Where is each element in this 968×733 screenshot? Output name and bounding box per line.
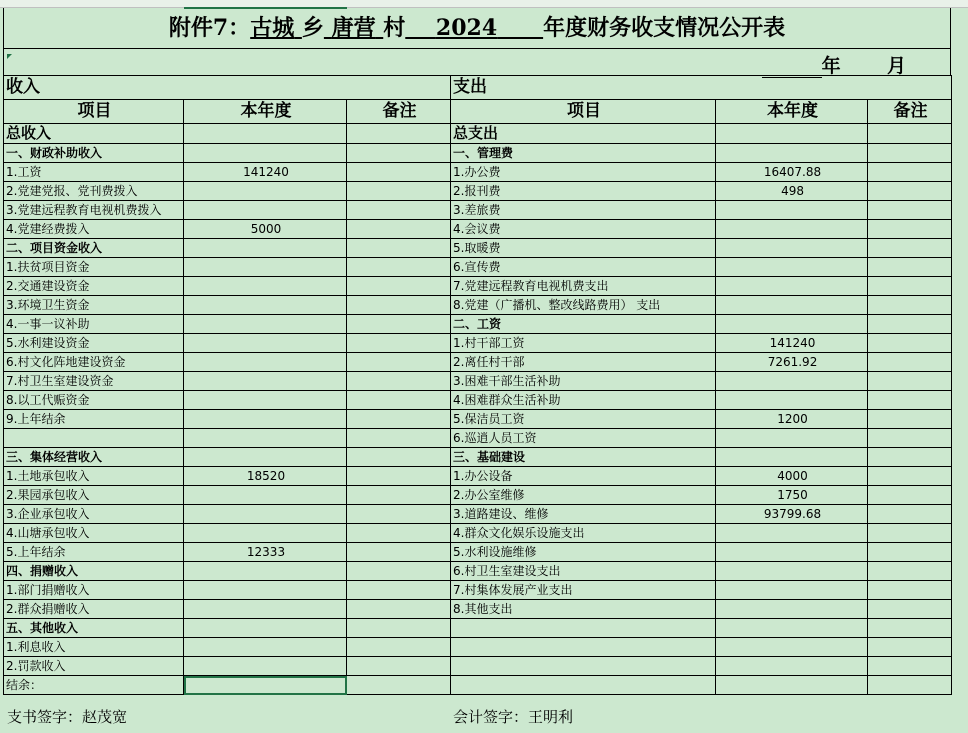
expense-note-cell[interactable] <box>868 619 952 638</box>
expense-item-cell[interactable]: 3.差旅费 <box>451 201 716 220</box>
expense-note-cell[interactable] <box>868 201 952 220</box>
income-item-cell[interactable]: 2.群众捐赠收入 <box>4 600 184 619</box>
title-village: 唐营 <box>331 15 376 41</box>
spreadsheet <box>3 8 951 695</box>
income-note-cell[interactable] <box>347 543 451 562</box>
expense-item-cell[interactable]: 5.取暖费 <box>451 239 716 258</box>
income-item-cell[interactable]: 5.上年结余 <box>4 543 184 562</box>
income-value-cell[interactable] <box>184 391 347 410</box>
table-row <box>4 239 952 258</box>
expense-value-cell[interactable] <box>716 638 868 657</box>
income-value-cell[interactable] <box>184 638 347 657</box>
expense-note-cell[interactable] <box>868 296 952 315</box>
expense-note-cell[interactable] <box>868 277 952 296</box>
income-note-cell[interactable] <box>347 638 451 657</box>
expense-note-cell[interactable] <box>868 391 952 410</box>
income-note-cell[interactable] <box>347 144 451 163</box>
expense-note-cell[interactable] <box>868 239 952 258</box>
balance-row <box>4 676 952 695</box>
income-item-cell[interactable]: 3.企业承包收入 <box>4 505 184 524</box>
expense-header-note[interactable]: 备注 <box>868 100 952 124</box>
expense-item-cell[interactable]: 5.水利设施维修 <box>451 543 716 562</box>
income-item-cell[interactable]: 四、捐赠收入 <box>4 562 184 581</box>
income-value-cell[interactable] <box>184 524 347 543</box>
income-note-cell[interactable] <box>347 505 451 524</box>
income-value-cell[interactable] <box>184 182 347 201</box>
expense-item-cell[interactable] <box>451 657 716 676</box>
expense-item-cell[interactable]: 6.宣传费 <box>451 258 716 277</box>
expense-value-cell[interactable] <box>716 429 868 448</box>
expense-value-cell[interactable] <box>716 562 868 581</box>
table-row <box>4 638 952 657</box>
header-row <box>4 100 952 124</box>
expense-item-cell[interactable]: 4.困难群众生活补助 <box>451 391 716 410</box>
income-header-item[interactable]: 项目 <box>4 100 184 124</box>
expense-note-cell[interactable] <box>868 410 952 429</box>
income-note-cell[interactable] <box>347 391 451 410</box>
income-item-cell[interactable]: 5.水利建设资金 <box>4 334 184 353</box>
table-row <box>4 144 952 163</box>
title-township: 古城 <box>250 15 295 41</box>
table-row <box>4 486 952 505</box>
income-note-cell[interactable] <box>347 619 451 638</box>
expense-note-cell[interactable] <box>868 258 952 277</box>
expense-item-cell[interactable] <box>451 619 716 638</box>
expense-item-cell[interactable]: 1.办公设备 <box>451 467 716 486</box>
table-row <box>4 163 952 182</box>
income-value-cell[interactable] <box>184 201 347 220</box>
expense-item-cell[interactable]: 一、管理费 <box>451 144 716 163</box>
expense-item-cell[interactable]: 3.道路建设、维修 <box>451 505 716 524</box>
table-row <box>4 657 952 676</box>
expense-value-cell[interactable] <box>716 201 868 220</box>
income-note-cell[interactable] <box>347 277 451 296</box>
expense-item-cell[interactable]: 8.党建（广播机、整改线路费用） 支出 <box>451 296 716 315</box>
income-item-cell[interactable]: 2.罚款收入 <box>4 657 184 676</box>
table-row <box>4 467 952 486</box>
income-value-cell[interactable]: 141240 <box>184 163 347 182</box>
table-row <box>4 543 952 562</box>
income-note-cell[interactable] <box>347 315 451 334</box>
expense-item-cell[interactable]: 三、基础建设 <box>451 448 716 467</box>
expense-value-cell[interactable] <box>716 581 868 600</box>
expense-note-cell[interactable] <box>868 581 952 600</box>
expense-item-cell[interactable]: 2.办公室维修 <box>451 486 716 505</box>
income-note-cell[interactable] <box>347 163 451 182</box>
income-item-cell[interactable]: 2.党建党报、党刊费拨入 <box>4 182 184 201</box>
income-value-cell[interactable] <box>184 296 347 315</box>
table-row <box>4 562 952 581</box>
month-label: 月 <box>886 55 906 77</box>
expense-note-cell[interactable] <box>868 182 952 201</box>
income-value-cell[interactable] <box>184 277 347 296</box>
income-note-cell[interactable] <box>347 600 451 619</box>
expense-item-cell[interactable]: 8.其他支出 <box>451 600 716 619</box>
expense-item-cell[interactable]: 2.报刊费 <box>451 182 716 201</box>
expense-header-year[interactable]: 本年度 <box>716 100 868 124</box>
expense-item-cell[interactable]: 4.会议费 <box>451 220 716 239</box>
income-note-cell[interactable] <box>347 372 451 391</box>
accountant-signature: 会计签字：王明利 <box>453 708 574 726</box>
expense-value-cell[interactable] <box>716 391 868 410</box>
table-row <box>4 182 952 201</box>
expense-total-note[interactable] <box>868 124 952 144</box>
table-row <box>4 391 952 410</box>
expense-note-cell[interactable] <box>868 334 952 353</box>
income-value-cell[interactable]: 18520 <box>184 467 347 486</box>
income-note-cell[interactable] <box>347 239 451 258</box>
table-row <box>4 296 952 315</box>
income-value-cell[interactable] <box>184 315 347 334</box>
expense-value-cell[interactable] <box>716 239 868 258</box>
expense-value-cell[interactable] <box>716 600 868 619</box>
expense-section-label[interactable]: 支出 <box>451 76 952 100</box>
page-title <box>3 8 951 48</box>
income-note-cell[interactable] <box>347 410 451 429</box>
expense-value-cell[interactable] <box>716 315 868 334</box>
expense-value-cell[interactable] <box>716 619 868 638</box>
income-value-cell[interactable] <box>184 448 347 467</box>
total-row <box>4 124 952 144</box>
expense-note-cell[interactable] <box>868 429 952 448</box>
balance-value-cell[interactable] <box>184 676 347 695</box>
column-header-strip <box>0 0 968 8</box>
expense-value-cell[interactable]: 16407.88 <box>716 163 868 182</box>
expense-note-cell[interactable] <box>868 220 952 239</box>
income-note-cell[interactable] <box>347 220 451 239</box>
expense-item-cell[interactable]: 1.村干部工资 <box>451 334 716 353</box>
table-row <box>4 277 952 296</box>
income-value-cell[interactable]: 5000 <box>184 220 347 239</box>
income-note-cell[interactable] <box>347 334 451 353</box>
income-item-cell[interactable]: 8.以工代赈资金 <box>4 391 184 410</box>
income-item-cell[interactable]: 2.果园承包收入 <box>4 486 184 505</box>
cell-comment-marker <box>7 54 12 59</box>
title-cun: 村 <box>383 15 406 41</box>
expense-note-cell[interactable] <box>868 524 952 543</box>
income-item-cell[interactable]: 三、集体经营收入 <box>4 448 184 467</box>
income-value-cell[interactable] <box>184 657 347 676</box>
expense-note-cell[interactable] <box>868 315 952 334</box>
income-note-cell[interactable] <box>347 296 451 315</box>
income-note-cell[interactable] <box>347 201 451 220</box>
expense-value-cell[interactable]: 141240 <box>716 334 868 353</box>
expense-note-cell[interactable] <box>868 144 952 163</box>
income-section-label[interactable]: 收入 <box>4 76 451 100</box>
expense-note-cell[interactable] <box>868 467 952 486</box>
table-row <box>4 315 952 334</box>
expense-note-cell[interactable] <box>868 562 952 581</box>
balance-note-cell[interactable] <box>347 676 451 695</box>
expense-note-cell[interactable] <box>868 163 952 182</box>
secretary-signature: 支书签字：赵茂宽 <box>7 708 128 726</box>
income-item-cell[interactable]: 3.环境卫生资金 <box>4 296 184 315</box>
expense-note-cell[interactable] <box>868 543 952 562</box>
income-item-cell[interactable]: 1.利息收入 <box>4 638 184 657</box>
expense-note-cell[interactable] <box>868 372 952 391</box>
table-row <box>4 600 952 619</box>
expense-item-cell[interactable]: 7.村集体发展产业支出 <box>451 581 716 600</box>
expense-value-cell[interactable] <box>716 448 868 467</box>
income-item-cell[interactable]: 1.工资 <box>4 163 184 182</box>
expense-value-cell[interactable]: 498 <box>716 182 868 201</box>
expense-item-cell[interactable] <box>451 676 716 695</box>
expense-note-cell[interactable] <box>868 600 952 619</box>
income-value-cell[interactable] <box>184 600 347 619</box>
table-row <box>4 201 952 220</box>
income-value-cell[interactable] <box>184 486 347 505</box>
income-item-cell[interactable]: 五、其他收入 <box>4 619 184 638</box>
expense-item-cell[interactable]: 2.离任村干部 <box>451 353 716 372</box>
title-prefix: 附件7： <box>168 15 251 41</box>
expense-value-cell[interactable] <box>716 296 868 315</box>
income-item-cell[interactable]: 6.村文化阵地建设资金 <box>4 353 184 372</box>
income-value-cell[interactable] <box>184 505 347 524</box>
income-note-cell[interactable] <box>347 581 451 600</box>
income-item-cell[interactable]: 7.村卫生室建设资金 <box>4 372 184 391</box>
expense-item-cell[interactable]: 7.党建远程教育电视机费支出 <box>451 277 716 296</box>
expense-item-cell[interactable] <box>451 638 716 657</box>
income-note-cell[interactable] <box>347 467 451 486</box>
income-item-cell[interactable]: 4.山塘承包收入 <box>4 524 184 543</box>
income-value-cell[interactable] <box>184 144 347 163</box>
expense-note-cell[interactable] <box>868 657 952 676</box>
finance-table <box>3 75 952 695</box>
income-total-value[interactable] <box>184 124 347 144</box>
income-note-cell[interactable] <box>347 448 451 467</box>
title-xiang: 乡 <box>301 15 324 41</box>
income-note-cell[interactable] <box>347 524 451 543</box>
income-item-cell[interactable]: 一、财政补助收入 <box>4 144 184 163</box>
expense-total-label[interactable]: 总支出 <box>451 124 716 144</box>
expense-value-cell[interactable] <box>716 258 868 277</box>
section-row <box>4 76 952 100</box>
income-item-cell[interactable] <box>4 429 184 448</box>
title-suffix: 年度财务收支情况公开表 <box>543 15 786 41</box>
expense-header-item[interactable]: 项目 <box>451 100 716 124</box>
expense-value-cell[interactable] <box>716 220 868 239</box>
expense-item-cell[interactable]: 6.村卫生室建设支出 <box>451 562 716 581</box>
income-item-cell[interactable]: 4.党建经费拨入 <box>4 220 184 239</box>
income-item-cell[interactable]: 3.党建远程教育电视机费拨入 <box>4 201 184 220</box>
expense-value-cell[interactable] <box>716 277 868 296</box>
table-row <box>4 619 952 638</box>
income-note-cell[interactable] <box>347 657 451 676</box>
table-row <box>4 220 952 239</box>
expense-value-cell[interactable] <box>716 657 868 676</box>
table-row <box>4 372 952 391</box>
income-note-cell[interactable] <box>347 486 451 505</box>
income-total-note[interactable] <box>347 124 451 144</box>
expense-value-cell[interactable] <box>716 372 868 391</box>
income-value-cell[interactable] <box>184 581 347 600</box>
table-row <box>4 334 952 353</box>
expense-note-cell[interactable] <box>868 486 952 505</box>
expense-total-value[interactable] <box>716 124 868 144</box>
income-note-cell[interactable] <box>347 429 451 448</box>
table-row <box>4 524 952 543</box>
income-header-note[interactable]: 备注 <box>347 100 451 124</box>
expense-note-cell[interactable] <box>868 353 952 372</box>
income-note-cell[interactable] <box>347 562 451 581</box>
expense-value-cell[interactable] <box>716 543 868 562</box>
expense-value-cell[interactable] <box>716 676 868 695</box>
income-value-cell[interactable] <box>184 353 347 372</box>
expense-item-cell[interactable]: 4.群众文化娱乐设施支出 <box>451 524 716 543</box>
expense-item-cell[interactable]: 1.办公费 <box>451 163 716 182</box>
expense-value-cell[interactable]: 1750 <box>716 486 868 505</box>
income-header-year[interactable]: 本年度 <box>184 100 347 124</box>
expense-item-cell[interactable]: 6.巡逍人员工资 <box>451 429 716 448</box>
income-value-cell[interactable] <box>184 410 347 429</box>
table-row <box>4 353 952 372</box>
income-item-cell[interactable]: 1.部门捐赠收入 <box>4 581 184 600</box>
income-value-cell[interactable] <box>184 334 347 353</box>
date-line <box>3 48 951 75</box>
expense-note-cell[interactable] <box>868 505 952 524</box>
income-total-label[interactable]: 总收入 <box>4 124 184 144</box>
table-row <box>4 410 952 429</box>
expense-value-cell[interactable] <box>716 144 868 163</box>
table-row <box>4 448 952 467</box>
expense-item-cell[interactable]: 二、工资 <box>451 315 716 334</box>
income-item-cell[interactable]: 9.上年结余 <box>4 410 184 429</box>
income-value-cell[interactable] <box>184 239 347 258</box>
income-note-cell[interactable] <box>347 182 451 201</box>
expense-item-cell[interactable]: 5.保洁员工资 <box>451 410 716 429</box>
expense-value-cell[interactable]: 93799.68 <box>716 505 868 524</box>
table-row <box>4 581 952 600</box>
income-value-cell[interactable] <box>184 258 347 277</box>
income-item-cell[interactable]: 2.交通建设资金 <box>4 277 184 296</box>
year-label: 年 <box>821 55 841 77</box>
title-year: 2024 <box>435 15 498 41</box>
expense-value-cell[interactable]: 4000 <box>716 467 868 486</box>
income-value-cell[interactable] <box>184 429 347 448</box>
table-row <box>4 505 952 524</box>
income-item-cell[interactable]: 二、项目资金收入 <box>4 239 184 258</box>
income-note-cell[interactable] <box>347 353 451 372</box>
income-value-cell[interactable] <box>184 372 347 391</box>
income-note-cell[interactable] <box>347 258 451 277</box>
expense-value-cell[interactable]: 7261.92 <box>716 353 868 372</box>
expense-note-cell[interactable] <box>868 448 952 467</box>
table-row <box>4 258 952 277</box>
expense-note-cell[interactable] <box>868 676 952 695</box>
expense-note-cell[interactable] <box>868 638 952 657</box>
expense-item-cell[interactable]: 3.困难干部生活补助 <box>451 372 716 391</box>
table-row <box>4 429 952 448</box>
income-item-cell[interactable]: 1.土地承包收入 <box>4 467 184 486</box>
income-item-cell[interactable]: 4.一事一议补助 <box>4 315 184 334</box>
income-value-cell[interactable] <box>184 562 347 581</box>
income-item-cell[interactable]: 1.扶贫项目资金 <box>4 258 184 277</box>
expense-value-cell[interactable]: 1200 <box>716 410 868 429</box>
balance-label[interactable]: 结余： <box>4 676 184 695</box>
expense-value-cell[interactable] <box>716 524 868 543</box>
income-value-cell[interactable]: 12333 <box>184 543 347 562</box>
income-value-cell[interactable] <box>184 619 347 638</box>
